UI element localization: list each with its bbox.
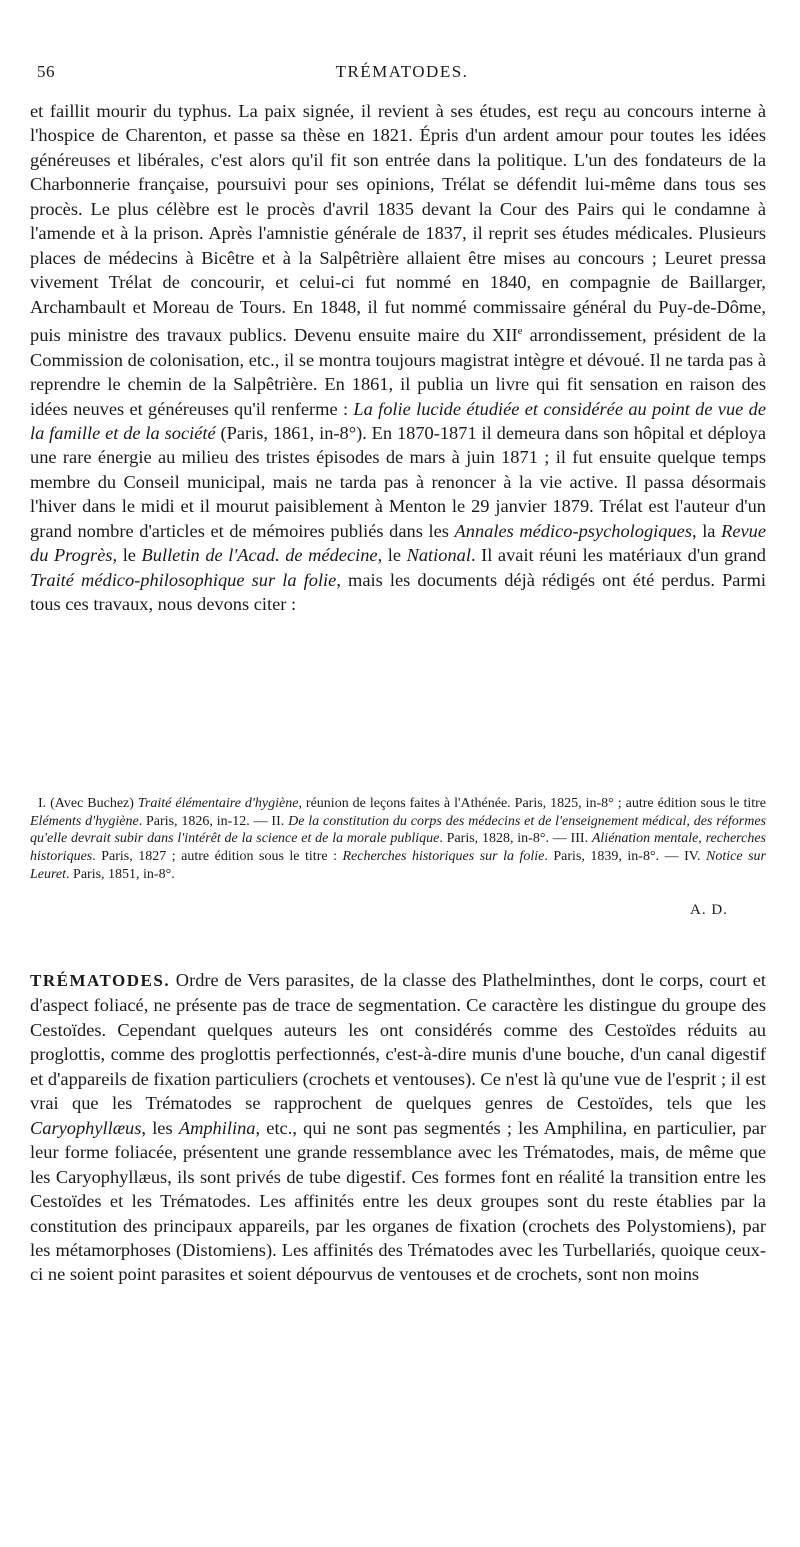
work-text: . Paris, 1827 ; autre édition sous le titre : [92,849,343,865]
work-title: De la constitution du corps des médecins et de l'enseignement médical, des réformes qu'elle devrait subir dans l'intérêt de la science et de la morale publique [30,813,766,847]
book-title: La folie lucide étudiée et considérée au point de vue de la famille et de la société [30,398,766,444]
journal-title: Bulletin de l'Acad. de médecine [141,545,378,566]
biography-text: , le [112,545,142,566]
work-text: . Paris, 1839, in-8°. — IV. [544,849,707,865]
page-number: 56 [37,62,55,81]
work-title: Recherches historiques sur la folie [342,849,545,865]
work-title: Notice sur Leuret [30,849,766,882]
work-text: . Paris, 1828, in-8°. — III. [439,831,592,847]
journal-title: National [406,545,471,566]
article-text: , etc., qui ne sont pas segmentés ; les Amphilina, en particulier, par leur forme foliacée, présentent une grande ressemblance avec les Trématodes, mais, de même que les Caryophyllæus, ils sont privés de tube digestif. Ces formes font en réalité la transition entre les Cestoïdes et les Trématodes. Les affinités entre les deux groupes sont du reste établies par la constitution des principaux appareils, par les organes de fixation (crochets des Polystomiens), par les métamorphoses (Distomiens). Les affinités des Trématodes avec les Turbellariés, quoique ceux-ci ne soient point parasites et soient dépourvus de ventouses et de crochets, sont non moins [30,1117,766,1285]
running-title: TRÉMATODES. [335,62,469,81]
page-header [37,62,767,90]
journal-title: Revue du Progrès [30,520,767,566]
biography-text: et faillit mourir du typhus. La paix signée, il revient à ses études, est reçu au concours interne à l'hospice de Charenton, et passe sa thèse en 1821. Épris d'un ardent amour pour toutes les idées généreuses et libérales, c'est alors qu'il fit son entrée dans la politique. L'un des fondateurs de la Charbonnerie française, poursuivi pour ses opinions, Trélat se défendit lui-même dans tous ses procès. Le plus célèbre est le procès d'avril 1835 devant la Cour des Pairs qui le condamne à l'amende et à la prison. Après l'amnistie générale de 1837, il reprit ses études médicales. Plusieurs places de médecins à Bicêtre et à la Salpêtrière allaient être mises au concours ; Leuret pressa vivement Trélat de concourir, et celui-ci fut nommé en 1840, en compagnie de Baillarger, Archambault et Moreau de Tours. En 1848, il fut nommé commissaire général du Puy-de-Dôme, puis ministre des travaux publics. Devenu ensuite maire du XII [30,101,766,346]
work-title: Eléments d'hygiène [30,813,139,829]
work-title: Traité élémentaire d'hygiène [137,796,299,811]
trematodes-article [30,968,766,1287]
works-list [30,795,766,884]
biography-text: (Paris, 1861, in-8°). En 1870-1871 il demeura dans son hôpital et déploya une rare énergie au milieu des tristes épisodes de mars à juin 1871 ; il fut ensuite quelque temps membre du Conseil municipal, mais ne tarda pas à renoncer à la vie active. Il passa désormais l'hiver dans le midi et il mourut paisiblement à Menton le 29 janvier 1879. Trélat est l'auteur d'un grand nombre d'articles et de mémoires publiés dans les [30,423,766,541]
genus-name: Amphilina [178,1117,256,1138]
biography-text: . Il avait réuni les matériaux d'un grand [470,545,766,566]
work-title: Aliénation mentale, recherches historiques [30,831,766,865]
treatise-title: Traité médico-philosophique sur la folie [30,569,337,590]
superscript: e [517,325,523,338]
work-text: . Paris, 1851, in-8°. [66,866,175,882]
biography-text: , la [692,520,722,541]
article-text: Ordre de Vers parasites, de la classe des Plathelminthes, dont le corps, court et d'aspect foliacé, ne présente pas de trace de segmentation. Ce caractère les distingue du groupe des Cestoïdes. Cependant quelques auteurs les ont considérés comme des Cestoïdes réduits au proglottis, comme des proglottis perfectionnés, c'est-à-dire munis d'une bouche, d'un canal digestif et d'appareils de fixation particuliers (crochets et ventouses). Ce n'est là qu'une vue de l'esprit ; il est vrai que les Trématodes se rapprochent de quelques genres de Cestoïdes, tels que les [30,970,766,1114]
biography-text: , le [377,545,407,566]
author-signature: A. D. [690,902,728,918]
biography-text: arrondissement, président de la Commission de colonisation, etc., il se montra toujours magistrat intègre et dévoué. Il ne tarda pas à reprendre le chemin de la Salpêtrière. En 1861, il publia un livre qui fit sensation en raison des idées neuves et généreuses qu'il renferme : [30,325,766,419]
article-heading: TRÉMATODES. [30,971,171,990]
work-text: , réunion de leçons faites à l'Athénée. Paris, 1825, in-8° ; autre édition sous le titre [298,796,766,811]
biography-paragraph [30,99,766,617]
journal-title: Annales médico-psychologiques [454,520,692,541]
work-item-1: I. (Avec Buchez) [38,796,138,811]
article-text: , les [141,1117,179,1138]
biography-text: , mais les documents déjà rédigés ont été perdus. Parmi tous ces travaux, nous devons citer : [30,569,767,615]
work-text: . Paris, 1826, in-12. — II. [138,813,289,829]
genus-name: Caryophyllæus [30,1117,142,1138]
